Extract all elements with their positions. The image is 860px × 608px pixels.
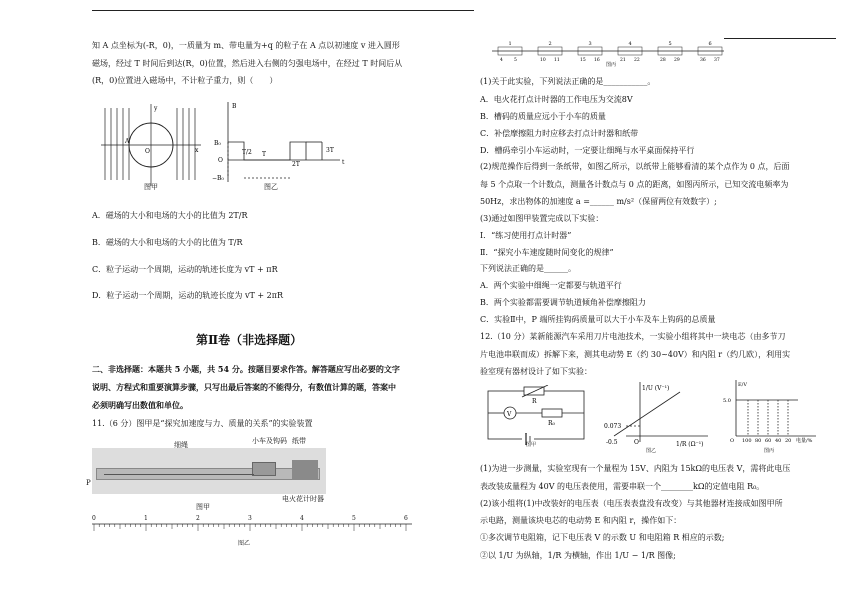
- q11-part2-line2: 每 5 个点取一个计数点，测量各计数点与 0 点的距离，如图丙所示，已知交流电频率为: [480, 180, 789, 189]
- option-c: C．粒子运动一个周期，运动的轨迹长度为 vT + πR: [92, 265, 278, 274]
- label-A: A: [125, 138, 130, 145]
- ruler-number: 3: [248, 515, 252, 522]
- apparatus-label-timer: 电火花计时器: [282, 495, 324, 503]
- label-2T: 2T: [292, 161, 300, 168]
- label-y: y: [154, 105, 158, 112]
- graph-b-xvalue: -0.5: [606, 439, 618, 446]
- ruler-number: 1: [144, 515, 148, 522]
- label-O: O: [218, 157, 223, 164]
- q10-intro-line2: 磁场，经过 T 时间后到达(R，0)位置，然后进入右侧的匀强电场中，在经过 T 时间后从: [92, 59, 403, 68]
- label-x: x: [195, 147, 199, 154]
- label-B: B: [232, 103, 237, 110]
- rope: [104, 474, 254, 475]
- graph-c-caption: 图丙: [764, 448, 775, 454]
- q12-part2-line1: (2)该小组将(1)中改装好的电压表（电压表表盘没有改变）与其他器材连接成如图甲所: [480, 499, 783, 508]
- q10-intro-line1: 知 A 点坐标为(-R，0)，一质量为 m、带电量为+q 的粒子在 A 点以初速度 v 进入圆形: [92, 41, 400, 50]
- tape-distance-label: 36: [700, 58, 706, 62]
- q11-part1-option-c: C．补偿摩擦阻力时应移去打点计时器和纸带: [480, 129, 639, 138]
- q11-part1: (1)关于此实验，下列说法正确的是___________。: [480, 77, 656, 86]
- fig-jia-caption: 图甲: [144, 183, 158, 191]
- apparatus-label-p: P: [86, 479, 91, 487]
- ruler-number: 4: [300, 515, 304, 522]
- resistor-box-label: R: [532, 398, 537, 405]
- tape-count-label: 6: [708, 41, 712, 47]
- graph-b-origin: O: [634, 439, 639, 446]
- q11-part2-line1: (2)规范操作后得到一条纸带，如图乙所示，以纸带上能够看清的某个点作为 0 点，后面: [480, 162, 790, 171]
- q11-part3-question: 下列说法正确的是______。: [480, 264, 576, 273]
- section-instructions-line3: 必须明确写出数值和单位。: [92, 400, 188, 410]
- q12-step-1: ①多次调节电阻箱，记下电压表 V 的示数 U 和电阻箱 R 相应的示数;: [480, 533, 725, 542]
- q12-part2-line2: 示电路，测量该块电芯的电动势 E 和内阻 r，操作如下：: [480, 516, 682, 525]
- q12-line3: 验室现有器材设计了如下实验：: [480, 367, 592, 376]
- tape-count-label: 1: [508, 41, 512, 47]
- graph-c-yvalue: 5.0: [723, 398, 731, 404]
- ruler-number: 5: [352, 515, 356, 522]
- tape-count-label: 4: [628, 41, 632, 47]
- apparatus-label-car: 小车及钩码: [252, 437, 287, 445]
- q11-part3-option-b: B．两个实验都需要调节轨道倾角补偿摩擦阻力: [480, 298, 646, 307]
- ruler-caption: 图乙: [238, 540, 251, 547]
- graph-c-ylabel: E/V: [738, 382, 747, 388]
- figure-yi-bt-graph: [212, 100, 352, 192]
- graph-c-xtick-60: 60: [765, 438, 772, 444]
- q12-line1: 12.（10 分）某新能源汽车采用刀片电池技术，一实验小组将其中一块电芯（由多节刀: [480, 332, 786, 341]
- apparatus-caption: 图甲: [196, 503, 210, 511]
- graph-b-yvalue: 0.073: [604, 423, 622, 430]
- label-negB0: −B₀: [212, 175, 224, 182]
- label-B0: B₀: [214, 140, 221, 147]
- graph-b-ylabel: 1/U (V⁻¹): [642, 385, 670, 392]
- apparatus-photo: [92, 448, 326, 494]
- graph-c-xtick-80: 80: [755, 438, 762, 444]
- q11-part3: (3)通过如图甲装置完成以下实验：: [480, 214, 604, 223]
- tape-distance-label: 16: [594, 58, 600, 62]
- tape-distance-label: 11: [554, 58, 560, 62]
- section-instructions-line1: 二、非选择题：本题共 5 小题，共 54 分。按题目要求作答。解答题应写出必要的文字: [92, 364, 400, 374]
- top-rule: [92, 10, 474, 11]
- tape-figure: [488, 40, 728, 62]
- right-column: [430, 0, 860, 608]
- graph-b-caption: 图乙: [646, 448, 657, 454]
- q11-part1-option-d: D．槽码牵引小车运动时，一定要让细绳与水平桌面保持平行: [480, 146, 695, 155]
- label-t: t: [342, 159, 345, 166]
- q11-stem: 11.（6 分）图甲是“探究加速度与力、质量的关系”的实验装置: [92, 419, 313, 428]
- graph-b-xlabel: 1/R (Ω⁻¹): [676, 441, 704, 448]
- q10-intro-line3: (R，0)位置进入磁场中，不计粒子重力，则（ ）: [92, 76, 278, 85]
- option-b: B．磁场的大小和电场的大小的比值为 T/R: [92, 238, 243, 247]
- graph-1u-vs-1r: [600, 380, 712, 448]
- voltmeter-label: V: [507, 411, 512, 418]
- tape-distance-label: 10: [540, 58, 546, 62]
- tape-count-label: 2: [548, 41, 552, 47]
- graph-c-xtick-40: 40: [775, 438, 782, 444]
- q12-step-2: ②以 1/U 为纵轴，1/R 为横轴，作出 1/U − 1/R 图像;: [480, 551, 676, 560]
- tape-distance-label: 4: [500, 58, 503, 62]
- label-T2: T/2: [242, 149, 252, 156]
- q12-part1-line2: 表改装成量程为 40V 的电压表使用，需要串联一个________kΩ的定值电阻 R₀。: [480, 482, 765, 491]
- tape-distance-label: 5: [514, 58, 517, 62]
- q11-part3-option-c: C．实验Ⅱ中，P 端所挂钩码质量可以大于小车及车上钩码的总质量: [480, 315, 716, 324]
- circuit-caption: 图甲: [526, 442, 537, 448]
- option-a: A．磁场的大小和电场的大小的比值为 2T/R: [92, 211, 248, 220]
- ruler-number: 0: [92, 515, 96, 522]
- tape-caption: 图丙: [606, 62, 617, 68]
- label-T: T: [262, 151, 267, 158]
- tape-distance-label: 37: [714, 58, 720, 62]
- tape-distance-label: 29: [674, 58, 680, 62]
- ruler-number: 2: [196, 515, 200, 522]
- tape-distance-label: 21: [620, 58, 626, 62]
- tape-count-label: 3: [588, 41, 592, 47]
- option-d: D．粒子运动一个周期，运动的轨迹长度为 vT + 2πR: [92, 291, 283, 300]
- tape-distance-label: 22: [634, 58, 640, 62]
- circuit-diagram: [482, 385, 592, 447]
- top-right-rule: [724, 38, 836, 39]
- graph-c-xtick-20: 20: [785, 438, 792, 444]
- q11-part1-option-a: A．电火花打点计时器的工作电压为交流8V: [480, 95, 633, 104]
- timer-device: [292, 460, 318, 480]
- tape-distance-label: 15: [580, 58, 586, 62]
- section-title: 第Ⅱ卷（非选择题）: [196, 333, 303, 347]
- experiment-2: Ⅱ．“探究小车速度随时间变化的规律”: [480, 248, 614, 257]
- graph-c-origin: O: [730, 438, 735, 444]
- ruler-number: 6: [404, 515, 408, 522]
- r0-label: R₀: [548, 420, 555, 427]
- section-instructions-line2: 说明、方程式和重要演算步骤，只写出最后答案的不能得分，有数值计算的题，答案中: [92, 382, 396, 392]
- ruler-figure: [88, 510, 418, 540]
- cart: [252, 462, 276, 476]
- tape-distance-label: 28: [660, 58, 666, 62]
- experiment-1: Ⅰ．“练习使用打点计时器”: [480, 231, 572, 240]
- q11-part3-option-a: A．两个实验中细绳一定都要与轨道平行: [480, 281, 622, 290]
- tape-count-label: 5: [668, 41, 672, 47]
- fig-yi-caption: 图乙: [264, 183, 278, 191]
- graph-c-xtick-100: 100: [742, 438, 752, 444]
- apparatus-label-rope: 细绳: [174, 441, 188, 449]
- q11-part1-option-b: B．槽码的质量应远小于小车的质量: [480, 112, 606, 121]
- label-3T: 3T: [326, 147, 334, 154]
- q12-line2: 片电池串联而成）拆解下来，测其电动势 E（约 30~40V）和内阻 r（约几欧），利用实: [480, 350, 791, 359]
- apparatus-label-tape: 纸带: [292, 437, 306, 445]
- label-O: O: [145, 148, 150, 155]
- graph-c-xlabel: 电量/%: [796, 438, 813, 444]
- figure-jia-field-diagram: [95, 100, 205, 192]
- q12-part1-line1: (1)为进一步测量，实验室现有一个量程为 15V、内阻为 15kΩ的电压表 V，需将此电压: [480, 464, 791, 473]
- graph-e-vs-charge: [722, 378, 818, 448]
- q11-part2-line3: 50Hz，求出物体的加速度 a =______ m/s²（保留两位有效数字）;: [480, 197, 717, 206]
